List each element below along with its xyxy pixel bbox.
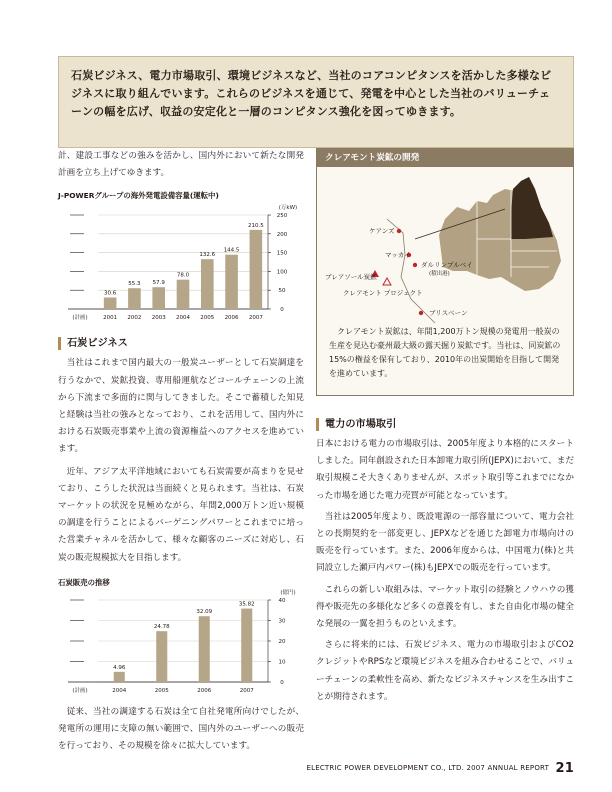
- y-tick-label: 0: [280, 679, 284, 686]
- x-tick-label: 2001: [103, 315, 118, 322]
- left-para-bottom: 従来、当社の調達する石炭は全て自社発電所向けでしたが、発電所の運用に支障の無い範囲で、国内外のユーザーへの販売を行っており、その規模を徐々に拡大しています。: [58, 706, 304, 752]
- x-tick-label: 2005: [154, 687, 169, 694]
- y-tick-label: 30: [278, 618, 286, 625]
- y-tick-label: 20: [278, 638, 286, 645]
- marker-brisbane: [419, 311, 423, 315]
- bar: [250, 230, 263, 309]
- data-label: 55.3: [128, 281, 141, 288]
- page-number: 21: [555, 761, 574, 776]
- data-label: 132.6: [199, 252, 216, 259]
- power-para-4: さらに将来的には、石炭ビジネス、電力の市場取引およびCO2クレジットやRPSなど環境ビジネスを組み合わせることで、バリューチェーンの柔軟性を高め、新たなビジネスチャンスを生み出すことが期待されます。: [316, 640, 574, 702]
- marker-cairns: [397, 229, 401, 233]
- power-section: [316, 418, 574, 706]
- data-label: 210.5: [247, 223, 264, 230]
- label-dalrymple-sub: (積出港): [429, 271, 450, 277]
- x-tick-label: 2002: [127, 315, 142, 322]
- left-para-top: 計、建設工事などの強みを活かし、国内外において新たな開発計画を立ち上げてゆきます。: [58, 151, 304, 179]
- chart-coal-sales-title: 石炭販売の推移: [58, 577, 110, 587]
- footer-report: 2007 ANNUAL REPORT: [466, 764, 550, 772]
- chart-capacity-title: J-POWERグループの海外発電設備容量(運転中): [58, 191, 219, 201]
- bar: [156, 631, 167, 682]
- label-dalrymple: ダルリンプルベイ: [421, 261, 473, 269]
- intro-text: 石炭ビジネス、電力市場取引、環境ビジネスなど、当社のコアコンピタンスを活かした多様なビジネスに取り組んでいます。これらのビジネスを通じて、発電を中心とした当社のバリューチェーンの幅を広げ、収益の安定化と一層のコンピタンス強化を図ってゆきます。: [71, 69, 552, 118]
- x-tick-label: 2007: [239, 687, 254, 694]
- bar: [104, 298, 117, 310]
- queensland-highlight: [511, 177, 553, 239]
- y-tick-label: 100: [276, 269, 288, 276]
- x-tick-label: 2003: [151, 315, 166, 322]
- power-para-1: 日本における電力の市場取引は、2005年度より本格的にスタートしました。同年創設された日本卸電力取引所(JEPX)において、まだ取引規模こそ大きくありませんが、スポット取引等これまでになかった市場を通じた電力売買が可能となっています。: [316, 439, 574, 501]
- y-tick-label: 250: [276, 213, 288, 220]
- coal-heading: 石炭ビジネス: [58, 337, 304, 350]
- marker-clermont: [383, 278, 391, 285]
- bar: [199, 616, 210, 682]
- chart-capacity-svg: [58, 201, 304, 323]
- data-label: 144.5: [223, 248, 240, 255]
- y-tick-label: 200: [276, 232, 288, 239]
- y-tick-label: 40: [278, 597, 286, 604]
- power-para-2: 当社は2005年度より、既設電源の一部容量について、電力会社との長期契約を一部変更し、JEPXなどを通じた卸電力市場向けの販売を行っています。また、2006年度からは、中国電力(株)と共同設立した瀬戸内パワー(株)もJEPXでの販売を行っています。: [316, 511, 574, 574]
- bar: [114, 672, 125, 682]
- label-mackay: マッカイ: [385, 251, 411, 259]
- x-tick-label: 2007: [248, 315, 263, 322]
- label-blair: ブレアソール炭鉱: [325, 273, 377, 281]
- x-tick-label: 2006: [197, 687, 212, 694]
- y-tick-label: 10: [278, 659, 286, 666]
- data-label: 4.96: [113, 664, 126, 671]
- coal-para-2: 近年、アジア太平洋地域においても石炭需要が高まりを見せており、こうした状況は当面続くと見られます。当社は、石炭マーケットの状況を見極めながら、年間2,000万トン近い規模の調達を行うことによるバーゲニングパワーとこれまでに培った営業チャネルを活かして、様々な顧客のニーズに対応し、石炭の販売規模拡大を目指します。: [58, 466, 304, 563]
- chart-unit: (億円): [280, 589, 296, 596]
- map-box: [316, 148, 574, 396]
- label-brisbane: ブリスベーン: [429, 309, 468, 317]
- chart-coal-sales: [58, 577, 304, 700]
- x-tick-label: 2005: [200, 315, 215, 322]
- power-para-3: これらの新しい取組みは、マーケット取引の経験とノウハウの獲得や販売先の多様化など多くの意義を有し、また自由化市場の健全な発展の一翼を担うものといえます。: [316, 584, 574, 630]
- map-caption: クレアモント炭鉱は、年間1,200万トン規模の発電用一般炭の生産を見込む豪州最大級の露天掘り炭鉱です。当社は、同炭鉱の15%の権益を保有しており、2010年の出炭開始を目指して開発を進めています。: [329, 327, 561, 378]
- power-heading: 電力の市場取引: [316, 418, 574, 431]
- intro-box: [58, 56, 574, 148]
- x-tick-label: 2004: [112, 687, 127, 694]
- x-tick-label: (計画): [72, 687, 88, 694]
- chart-coal-sales-svg: [58, 588, 304, 696]
- bar: [225, 255, 238, 309]
- marker-dalrymple: [413, 263, 417, 267]
- page-footer: [306, 761, 574, 776]
- map-title: クレアモント炭鉱の開発: [317, 149, 573, 167]
- x-tick-label: 2006: [224, 315, 239, 322]
- x-tick-label: 2004: [176, 315, 190, 322]
- data-label: 24.78: [153, 624, 170, 631]
- data-label: 35.82: [238, 601, 255, 608]
- y-tick-label: 0: [280, 307, 284, 314]
- y-tick-label: 150: [276, 251, 288, 258]
- left-column: [58, 148, 304, 755]
- data-label: 30.6: [104, 290, 117, 297]
- chart-capacity: [58, 190, 304, 327]
- data-label: 57.9: [152, 280, 165, 287]
- bar: [152, 288, 165, 310]
- bar: [201, 260, 214, 310]
- data-label: 78.0: [176, 273, 190, 280]
- y-tick-label: 50: [278, 288, 286, 295]
- bar: [241, 608, 252, 681]
- bar: [177, 280, 190, 309]
- coal-para-1: 当社はこれまで国内最大の一般炭ユーザーとして石炭調達を行うなかで、炭鉱投資、専用船運航などコールチェーンの上流から下流まで多面的に関与してきました。そこで蓄積した知見と経験は当社の強みとなっており、これを活用して、国内外における石炭販売事業や上流の資源権益へのアクセスを進めています。: [58, 358, 304, 455]
- data-label: 32.09: [196, 609, 213, 616]
- x-tick-label: (計画): [72, 315, 88, 322]
- label-cairns: ケアンズ: [369, 227, 395, 235]
- footer-company: ELECTRIC POWER DEVELOPMENT CO., LTD.: [306, 764, 465, 772]
- label-clermont: クレアモント プロジェクト: [343, 289, 423, 297]
- chart-unit: (万kW): [278, 205, 298, 212]
- australia-map: [317, 167, 573, 327]
- bar: [128, 289, 141, 310]
